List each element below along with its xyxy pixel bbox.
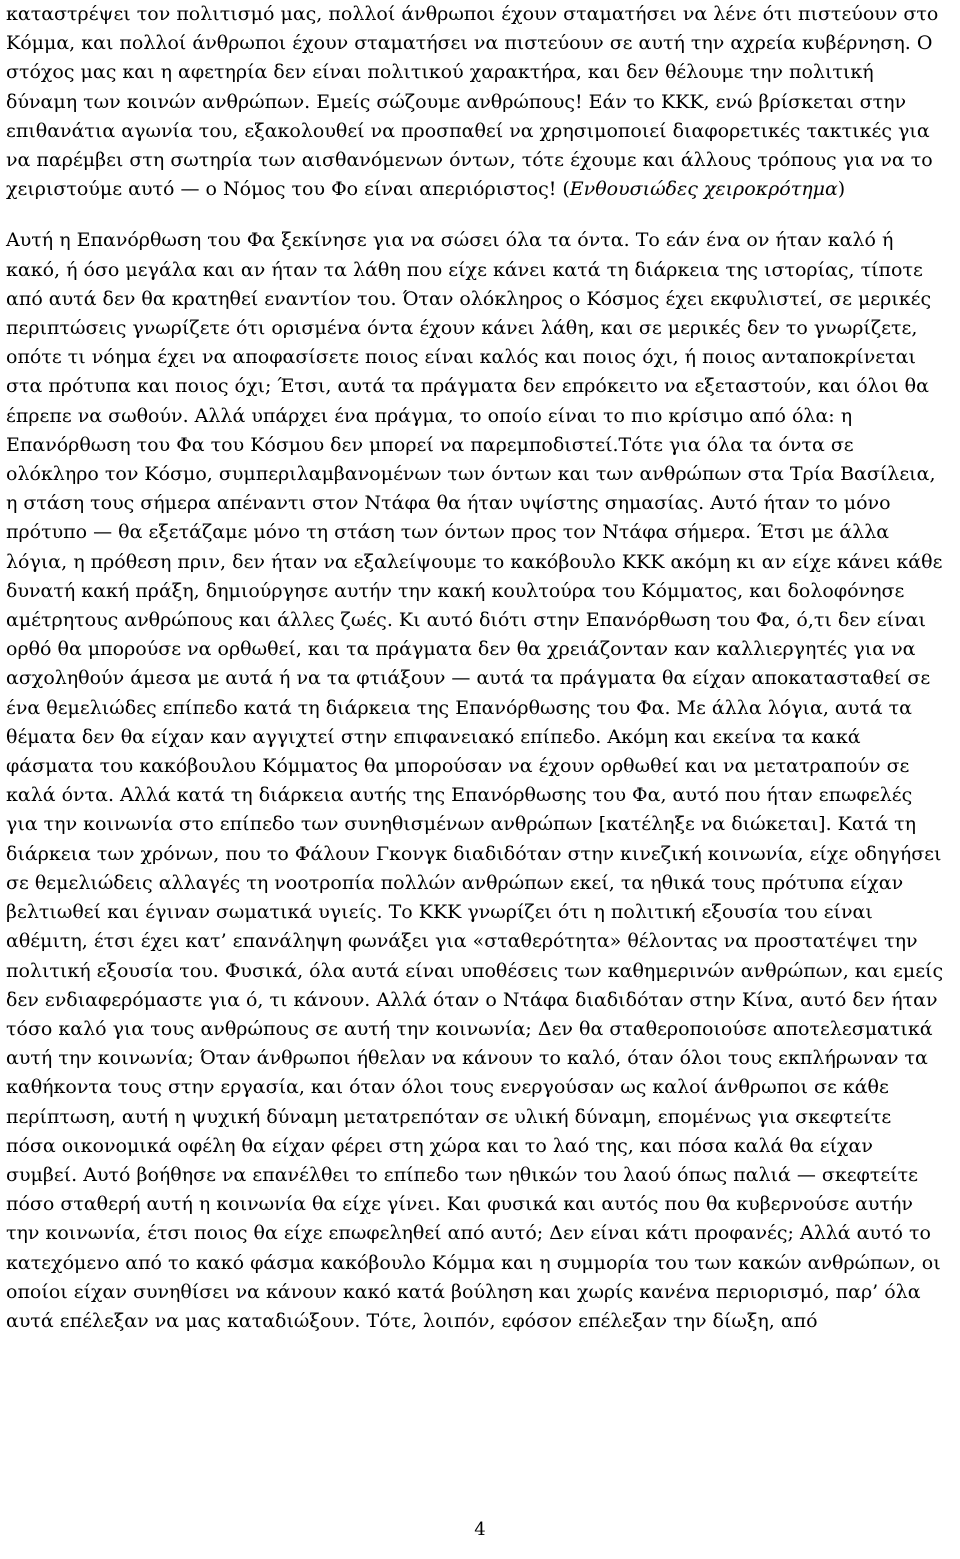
paragraph-1-text: καταστρέψει τον πολιτισμό μας, πολλοί άνθρωποι έχουν σταματήσει να λένε ότι πιστεύουν στο Κόμμα, και πολλοί άνθρωποι έχουν σταματήσει να πιστεύουν σε αυτή την αχρεία κυβέρνηση. Ο στόχος μας και η αφετηρία δεν είναι πολιτικού χαρακτήρα, και δεν θέλουμε την πολιτική δύναμη των κοινών ανθρώπων. Εμείς σώζουμε ανθρώπους! Εάν το ΚΚΚ, ενώ βρίσκεται στην επιθανάτια αγωνία του, εξακολουθεί να προσπαθεί να χρησιμοποιεί διαφορετικές τακτικές για να παρέμβει στη σωτηρία των αισθανόμενων όντων, τότε έχουμε και άλλους τρόπους για να το χειριστούμε αυτό — ο Νόμος του Φο είναι απεριόριστος! (: [6, 3, 939, 201]
applause-note: Ενθουσιώδες χειροκρότημα: [569, 178, 838, 201]
applause-closing: ): [837, 178, 846, 201]
paragraph-1: [6, 0, 946, 204]
page-number: 4: [474, 1519, 486, 1540]
paragraph-2: Αυτή η Επανόρθωση του Φα ξεκίνησε για να σώσει όλα τα όντα. Το εάν ένα ον ήταν καλό ή κακό, ή όσο μεγάλα και αν ήταν τα λάθη που είχε κάνει κατά τη διάρκεια της ιστορίας, τίποτε από αυτά δεν θα κρατηθεί εναντίον του. Όταν ολόκληρος ο Κόσμος έχει εκφυλιστεί, σε μερικές περιπτώσεις γνωρίζετε ότι ορισμένα όντα έχουν κάνει λάθη, και σε μερικές δεν το γνωρίζετε, οπότε τι νόημα έχει να αποφασίσετε ποιος είναι καλός και ποιος όχι, ή ποιος ανταποκρίνεται στα πρότυπα και ποιος όχι; Έτσι, αυτά τα πράγματα δεν επρόκειτο να εξεταστούν, και όλοι θα έπρεπε να σωθούν. Αλλά υπάρχει ένα πράγμα, το οποίο είναι το πιο κρίσιμο από όλα: η Επανόρθωση του Φα του Κόσμου δεν μπορεί να παρεμποδιστεί.Τότε για όλα τα όντα σε ολόκληρο τον Κόσμο, συμπεριλαμβανομένων των όντων και των ανθρώπων στα Τρία Βασίλεια, η στάση τους σήμερα απέναντι στον Ντάφα θα ήταν υψίστης σημασίας. Αυτό ήταν το μόνο πρότυπο — θα εξετάζαμε μόνο τη στάση των όντων προς τον Ντάφα σήμερα. Έτσι με άλλα λόγια, η πρόθεση πριν, δεν ήταν να εξαλείψουμε το κακόβουλο ΚΚΚ ακόμη κι αν είχε κάνει κάθε δυνατή κακή πράξη, δημιούργησε αυτήν την κακή κουλτούρα του Κόμματος, και δολοφόνησε αμέτρητους ανθρώπους και άλλες ζωές. Κι αυτό διότι στην Επανόρθωση του Φα, ό,τι δεν είναι ορθό θα μπορούσε να ορθωθεί, και τα πράγματα δεν θα χρειάζονταν καν καλλιεργητές για να ασχοληθούν άμεσα με αυτά ή να τα φτιάξουν — αυτά τα πράγματα θα είχαν αποκατασταθεί σε ένα θεμελιώδες επίπεδο κατά τη διάρκεια της Επανόρθωσης του Φα. Με άλλα λόγια, αυτά τα θέματα δεν θα είχαν καν αγγιχτεί στην επιφανειακό επίπεδο. Ακόμη και εκείνα τα κακά φάσματα του κακόβουλου Κόμματος θα μπορούσαν να έχουν ορθωθεί και να μετατραπούν σε καλά όντα. Αλλά κατά τη διάρκεια αυτής της Επανόρθωσης του Φα, αυτό που ήταν επωφελές για την κοινωνία στο επίπεδο των συνηθισμένων ανθρώπων [κατέληξε να διώκεται]. Κατά τη διάρκεια των χρόνων, που το Φάλουν Γκονγκ διαδιδόταν στην κινεζική κοινωνία, είχε οδηγήσει σε θεμελιώδεις αλλαγές τη νοοτροπία πολλών ανθρώπων εκεί, τα ηθικά τους πρότυπα είχαν βελτιωθεί και έγιναν σωματικά υγιείς. Το ΚΚΚ γνωρίζει ότι η πολιτική εξουσία του είναι αθέμιτη, έτσι έχει κατ’ επανάληψη φωνάξει για «σταθερότητα» θέλοντας να προστατέψει την πολιτική εξουσία του. Φυσικά, όλα αυτά είναι υποθέσεις των καθημερινών ανθρώπων, και εμείς δεν ενδιαφερόμαστε για ό, τι κάνουν. Αλλά όταν ο Ντάφα διαδιδόταν στην Κίνα, αυτό δεν ήταν τόσο καλό για τους ανθρώπους σε αυτή την κοινωνία; Δεν θα σταθεροποιούσε αποτελεσματικά αυτή την κοινωνία; Όταν άνθρωποι ήθελαν να κάνουν το καλό, όταν όλοι τους εκπλήρωναν τα καθήκοντα τους στην εργασία, και όταν όλοι τους ενεργούσαν ως καλοί άνθρωποι σε κάθε περίπτωση, αυτή η ψυχική δύναμη μετατρεπόταν σε υλική δύναμη, επομένως για σκεφτείτε πόσα οικονομικά οφέλη θα είχαν φέρει στη χώρα και το λαό της, και πόσα καλά θα είχαν συμβεί. Αυτό βοήθησε να επανέλθει το επίπεδο των ηθικών του λαού όπως παλιά — σκεφτείτε πόσο σταθερή αυτή η κοινωνία θα είχε γίνει. Και φυσικά και αυτός που θα κυβερνούσε αυτήν την κοινωνία, έτσι ποιος θα είχε επωφεληθεί από αυτό; Δεν είναι κάτι προφανές; Αλλά αυτό το κατεχόμενο από το κακό φάσμα κακόβουλο Κόμμα και η συμμορία του των κακών ανθρώπων, οι οποίοι είχαν συνηθίσει να κάνουν κακό κατά βούληση και χωρίς κανένα περιορισμό, παρ’ όλα αυτά επέλεξαν να μας καταδιώξουν. Τότε, λοιπόν, εφόσον επέλεξαν την δίωξη, από: [6, 229, 944, 1332]
